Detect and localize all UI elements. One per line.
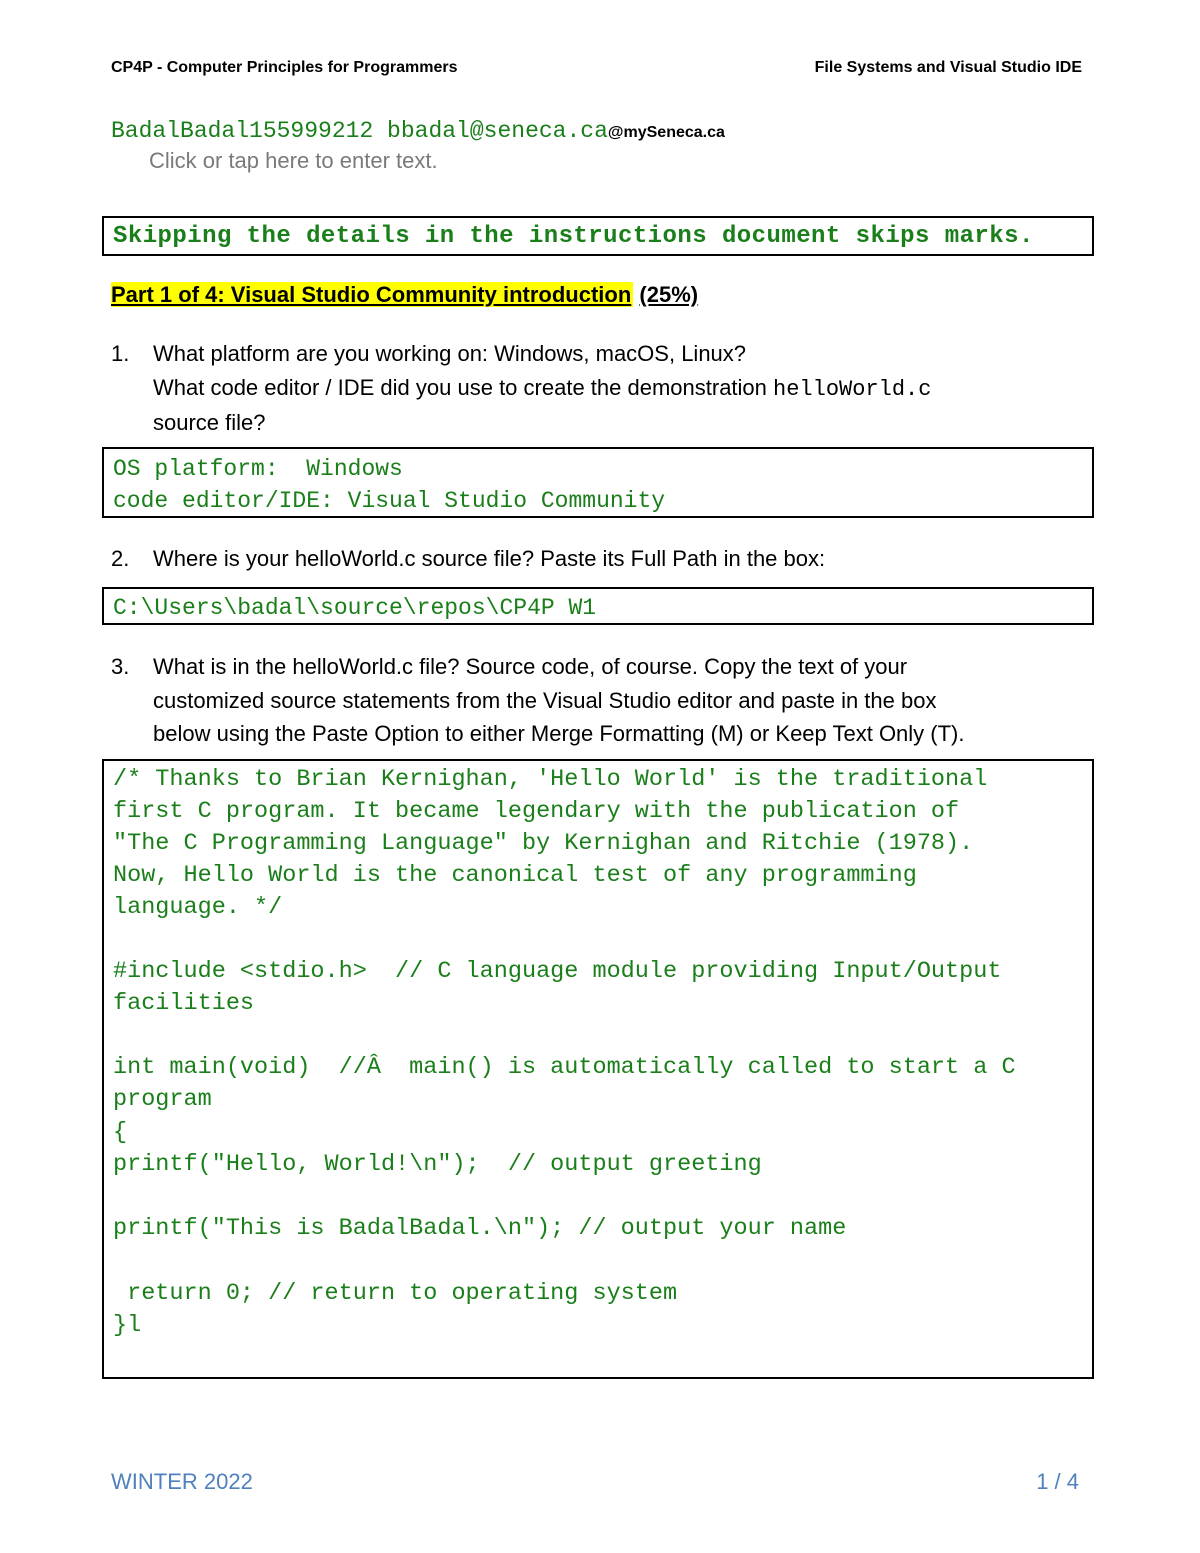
header-topic: File Systems and Visual Studio IDE bbox=[814, 59, 1082, 76]
question-text: customized source statements from the Visual Studio editor and paste in the box bbox=[153, 687, 937, 713]
question-1 bbox=[111, 337, 1063, 440]
answer-box-os[interactable] bbox=[102, 447, 1094, 518]
code-line: first C program. It became legendary with the publication of bbox=[113, 798, 960, 825]
part-percent: (25%) bbox=[639, 282, 699, 307]
student-info-line bbox=[111, 116, 725, 144]
question-number: 2. bbox=[111, 546, 130, 571]
question-text: source file? bbox=[153, 410, 266, 435]
os-platform-line: OS platform: Windows bbox=[113, 456, 403, 482]
question-text bbox=[153, 371, 1063, 407]
part-heading bbox=[111, 282, 698, 308]
header-course-title: CP4P - Computer Principles for Programmers bbox=[111, 59, 458, 76]
student-info: BadalBadal155999212 bbadal@seneca.ca bbox=[111, 118, 608, 144]
code-editor-line: code editor/IDE: Visual Studio Community bbox=[113, 488, 666, 514]
code-line: #include <stdio.h> // C language module providing Input/Output bbox=[113, 958, 1002, 985]
question-text: below using the Paste Option to either Merge Formatting (M) or Keep Text Only (T). bbox=[153, 721, 965, 746]
question-text: What platform are you working on: Windows, macOS, Linux? bbox=[153, 341, 747, 366]
part-title: Part 1 of 4: Visual Studio Community introduction bbox=[111, 282, 632, 307]
code-line: { bbox=[113, 1119, 128, 1146]
question-3 bbox=[111, 650, 1063, 751]
inline-code: helloWorld.c bbox=[773, 376, 932, 402]
code-line: Now, Hello World is the canonical test of any programming bbox=[113, 862, 917, 889]
footer-term: WINTER 2022 bbox=[111, 1469, 253, 1494]
warning-box bbox=[102, 216, 1094, 256]
question-text-part: What code editor / IDE did you use to create the demonstration bbox=[153, 374, 774, 400]
code-line: facilities bbox=[113, 990, 255, 1017]
text-entry-placeholder[interactable]: Click or tap here to enter text. bbox=[149, 148, 438, 173]
answer-box-path[interactable] bbox=[102, 587, 1094, 625]
footer-page-number: 1 / 4 bbox=[1036, 1469, 1079, 1494]
student-domain: @mySeneca.ca bbox=[607, 124, 725, 141]
answer-text bbox=[113, 453, 665, 517]
question-text: Where is your helloWorld.c source file? Paste its Full Path in the box: bbox=[153, 546, 826, 571]
code-line: "The C Programming Language" by Kernighan and Ritchie (1978). bbox=[113, 830, 974, 857]
answer-box-code[interactable] bbox=[102, 759, 1094, 1379]
code-line: language. */ bbox=[113, 894, 283, 921]
question-2 bbox=[111, 542, 1063, 576]
code-line: return 0; // return to operating system bbox=[113, 1280, 678, 1307]
question-number: 1. bbox=[111, 341, 130, 366]
question-text: What is in the helloWorld.c file? Source code, of course. Copy the text of your bbox=[153, 654, 908, 679]
code-line: }l bbox=[113, 1312, 142, 1339]
file-path: C:\Users\badal\source\repos\CP4P W1 bbox=[113, 595, 597, 621]
code-line: printf("This is BadalBadal.\n"); // output your name bbox=[113, 1215, 847, 1242]
code-line: int main(void) //Â main() is automatically called to start a C bbox=[113, 1054, 1016, 1081]
question-number: 3. bbox=[111, 654, 130, 679]
code-line: /* Thanks to Brian Kernighan, 'Hello World' is the traditional bbox=[113, 766, 988, 793]
warning-text: Skipping the details in the instructions document skips marks. bbox=[113, 223, 1034, 250]
code-line: printf("Hello, World!\n"); // output greeting bbox=[113, 1151, 762, 1178]
code-line: program bbox=[113, 1086, 212, 1113]
